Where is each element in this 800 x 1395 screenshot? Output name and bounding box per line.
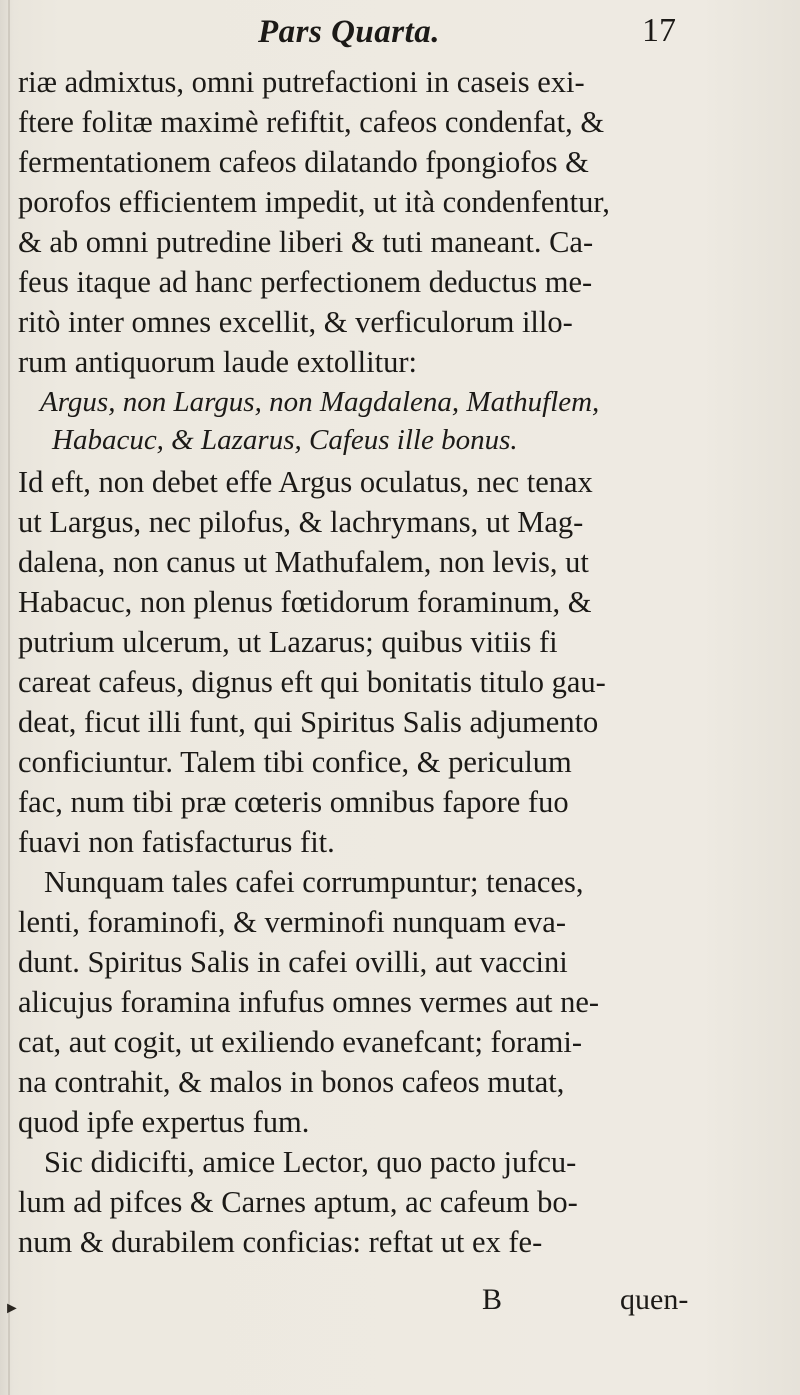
text-line: lum ad pifces & Carnes aptum, ac cafeum bo- (18, 1185, 578, 1219)
text-line: fuavi non fatisfacturus fit. (18, 825, 335, 859)
text-line: num & durabilem conficias: reftat ut ex fe- (18, 1225, 543, 1259)
text-line: deat, ficut illi funt, qui Spiritus Salis adjumento (18, 705, 599, 739)
verse-line: Habacuc, & Lazarus, Cafeus ille bonus. (52, 424, 518, 456)
text-line: riæ admixtus, omni putrefactioni in caseis exi- (18, 65, 585, 99)
pointer-mark-icon: ► (4, 1300, 20, 1317)
text-line: rum antiquorum laude extollitur: (18, 345, 417, 379)
text-line: dalena, non canus ut Mathufalem, non levis, ut (18, 545, 589, 579)
text-line: dunt. Spiritus Salis in cafei ovilli, aut vaccini (18, 945, 568, 979)
text-line: lenti, foraminofi, & verminofi nunquam eva- (18, 905, 567, 939)
text-line: fermentationem cafeos dilatando fpongiofos & (18, 145, 589, 179)
text-line: putrium ulcerum, ut Lazarus; quibus vitiis fi (18, 625, 558, 659)
text-line: & ab omni putredine liberi & tuti maneant. Ca- (18, 225, 594, 259)
text-line: fac, num tibi præ cœteris omnibus fapore fuo (18, 785, 569, 819)
text-line: quod ipfe expertus fum. (18, 1105, 310, 1139)
text-line: porofos efficientem impedit, ut ità condenfentur, (18, 185, 610, 219)
text-line: cat, aut cogit, ut exiliendo evanefcant; forami- (18, 1025, 583, 1059)
text-line: Habacuc, non plenus fœtidorum foraminum, & (18, 585, 592, 619)
verse-line: Argus, non Largus, non Magdalena, Mathuflem, (40, 386, 600, 418)
page-number: 17 (642, 12, 676, 49)
text-line: ut Largus, nec pilofus, & lachrymans, ut Mag- (18, 505, 584, 539)
running-head: Pars Quarta. (258, 14, 441, 50)
text-line: alicujus foramina infufus omnes vermes aut ne- (18, 985, 600, 1019)
text-line: Id eft, non debet effe Argus oculatus, nec tenax (18, 465, 593, 499)
catchword: quen- (620, 1283, 689, 1316)
gutter-shadow (8, 0, 10, 1395)
page-header (0, 6, 800, 54)
signature-mark: B (482, 1283, 503, 1316)
text-line: conficiuntur. Talem tibi confice, & periculum (18, 745, 572, 779)
text-line: ftere folitæ maximè refiftit, cafeos condenfat, & (18, 105, 605, 139)
text-line: na contrahit, & malos in bonos cafeos mutat, (18, 1065, 565, 1099)
text-line: ritò inter omnes excellit, & verficulorum illo- (18, 305, 573, 339)
text-line: careat cafeus, dignus eft qui bonitatis titulo gau- (18, 665, 606, 699)
text-line: Nunquam tales cafei corrumpuntur; tenaces, (44, 865, 584, 899)
text-line: Sic didicifti, amice Lector, quo pacto jufcu- (44, 1145, 577, 1179)
text-line: feus itaque ad hanc perfectionem deductus me- (18, 265, 593, 299)
